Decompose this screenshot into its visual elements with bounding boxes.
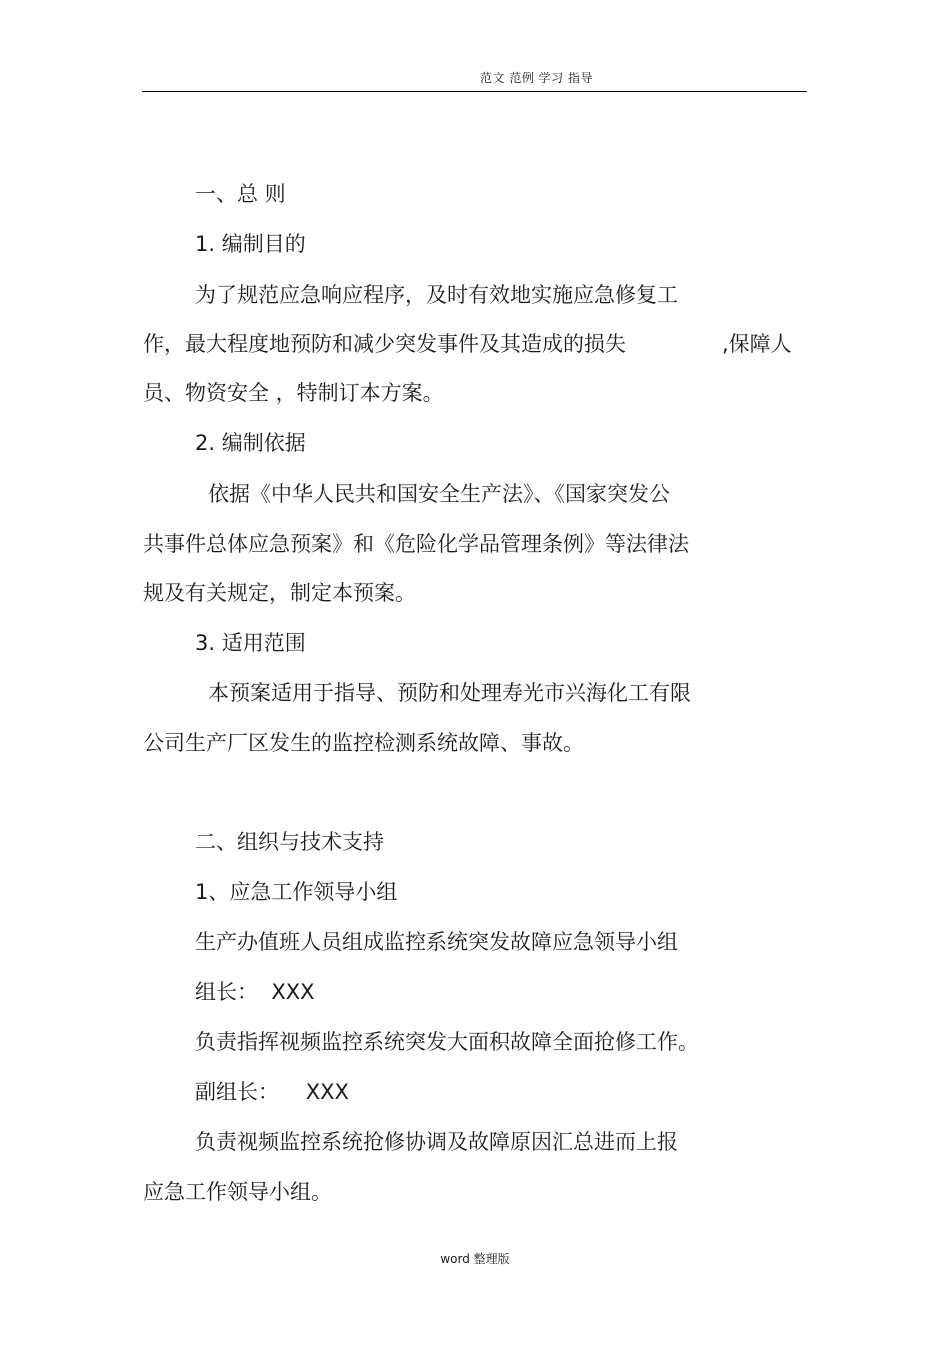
section-1-title: 一、总 则: [195, 182, 286, 206]
paragraph-1-line-2a: 作，最大程度地预防和减少突发事件及其造成的损失: [143, 332, 626, 356]
paragraph-2-line-1: 依据《中华人民共和国安全生产法》、《国家突发公: [208, 482, 670, 506]
paragraph-3-line-1: 本预案适用于指导、预防和处理寿光市兴海化工有限: [208, 681, 691, 705]
section-2-title: 二、组织与技术支持: [195, 830, 384, 854]
paragraph-6-line-2: 应急工作领导小组。: [143, 1180, 332, 1204]
page-footer-text: word 整理版: [440, 1252, 510, 1266]
paragraph-1-line-2b: ,保障人: [722, 332, 792, 356]
item-4-title: 1、应急工作领导小组: [195, 880, 398, 904]
item-1-title: 1. 编制目的: [195, 232, 306, 256]
paragraph-1-line-3: 员、物资安全 ，特制订本方案。: [143, 381, 444, 405]
paragraph-2-line-2: 共事件总体应急预案》和《危险化学品管理条例》等法律法: [143, 532, 689, 556]
paragraph-5-line-1: 负责指挥视频监控系统突发大面积故障全面抢修工作。: [195, 1030, 699, 1054]
paragraph-4-line-1: 生产办值班人员组成监控系统突发故障应急领导小组: [195, 930, 678, 954]
page-header-text: 范文 范例 学习 指导: [480, 71, 593, 85]
item-3-title: 3. 适用范围: [195, 631, 306, 655]
header-divider: [142, 91, 807, 92]
paragraph-3-line-2: 公司生产厂区发生的监控检测系统故障、事故。: [143, 731, 584, 755]
paragraph-1-line-1: 为了规范应急响应程序，及时有效地实施应急修复工: [195, 283, 678, 307]
item-2-title: 2. 编制依据: [195, 431, 306, 455]
deputy-leader-line: 副组长： XXX: [195, 1080, 349, 1104]
paragraph-2-line-3: 规及有关规定，制定本预案。: [143, 581, 416, 605]
leader-line: 组长： XXX: [195, 980, 315, 1004]
paragraph-6-line-1: 负责视频监控系统抢修协调及故障原因汇总进而上报: [195, 1130, 678, 1154]
